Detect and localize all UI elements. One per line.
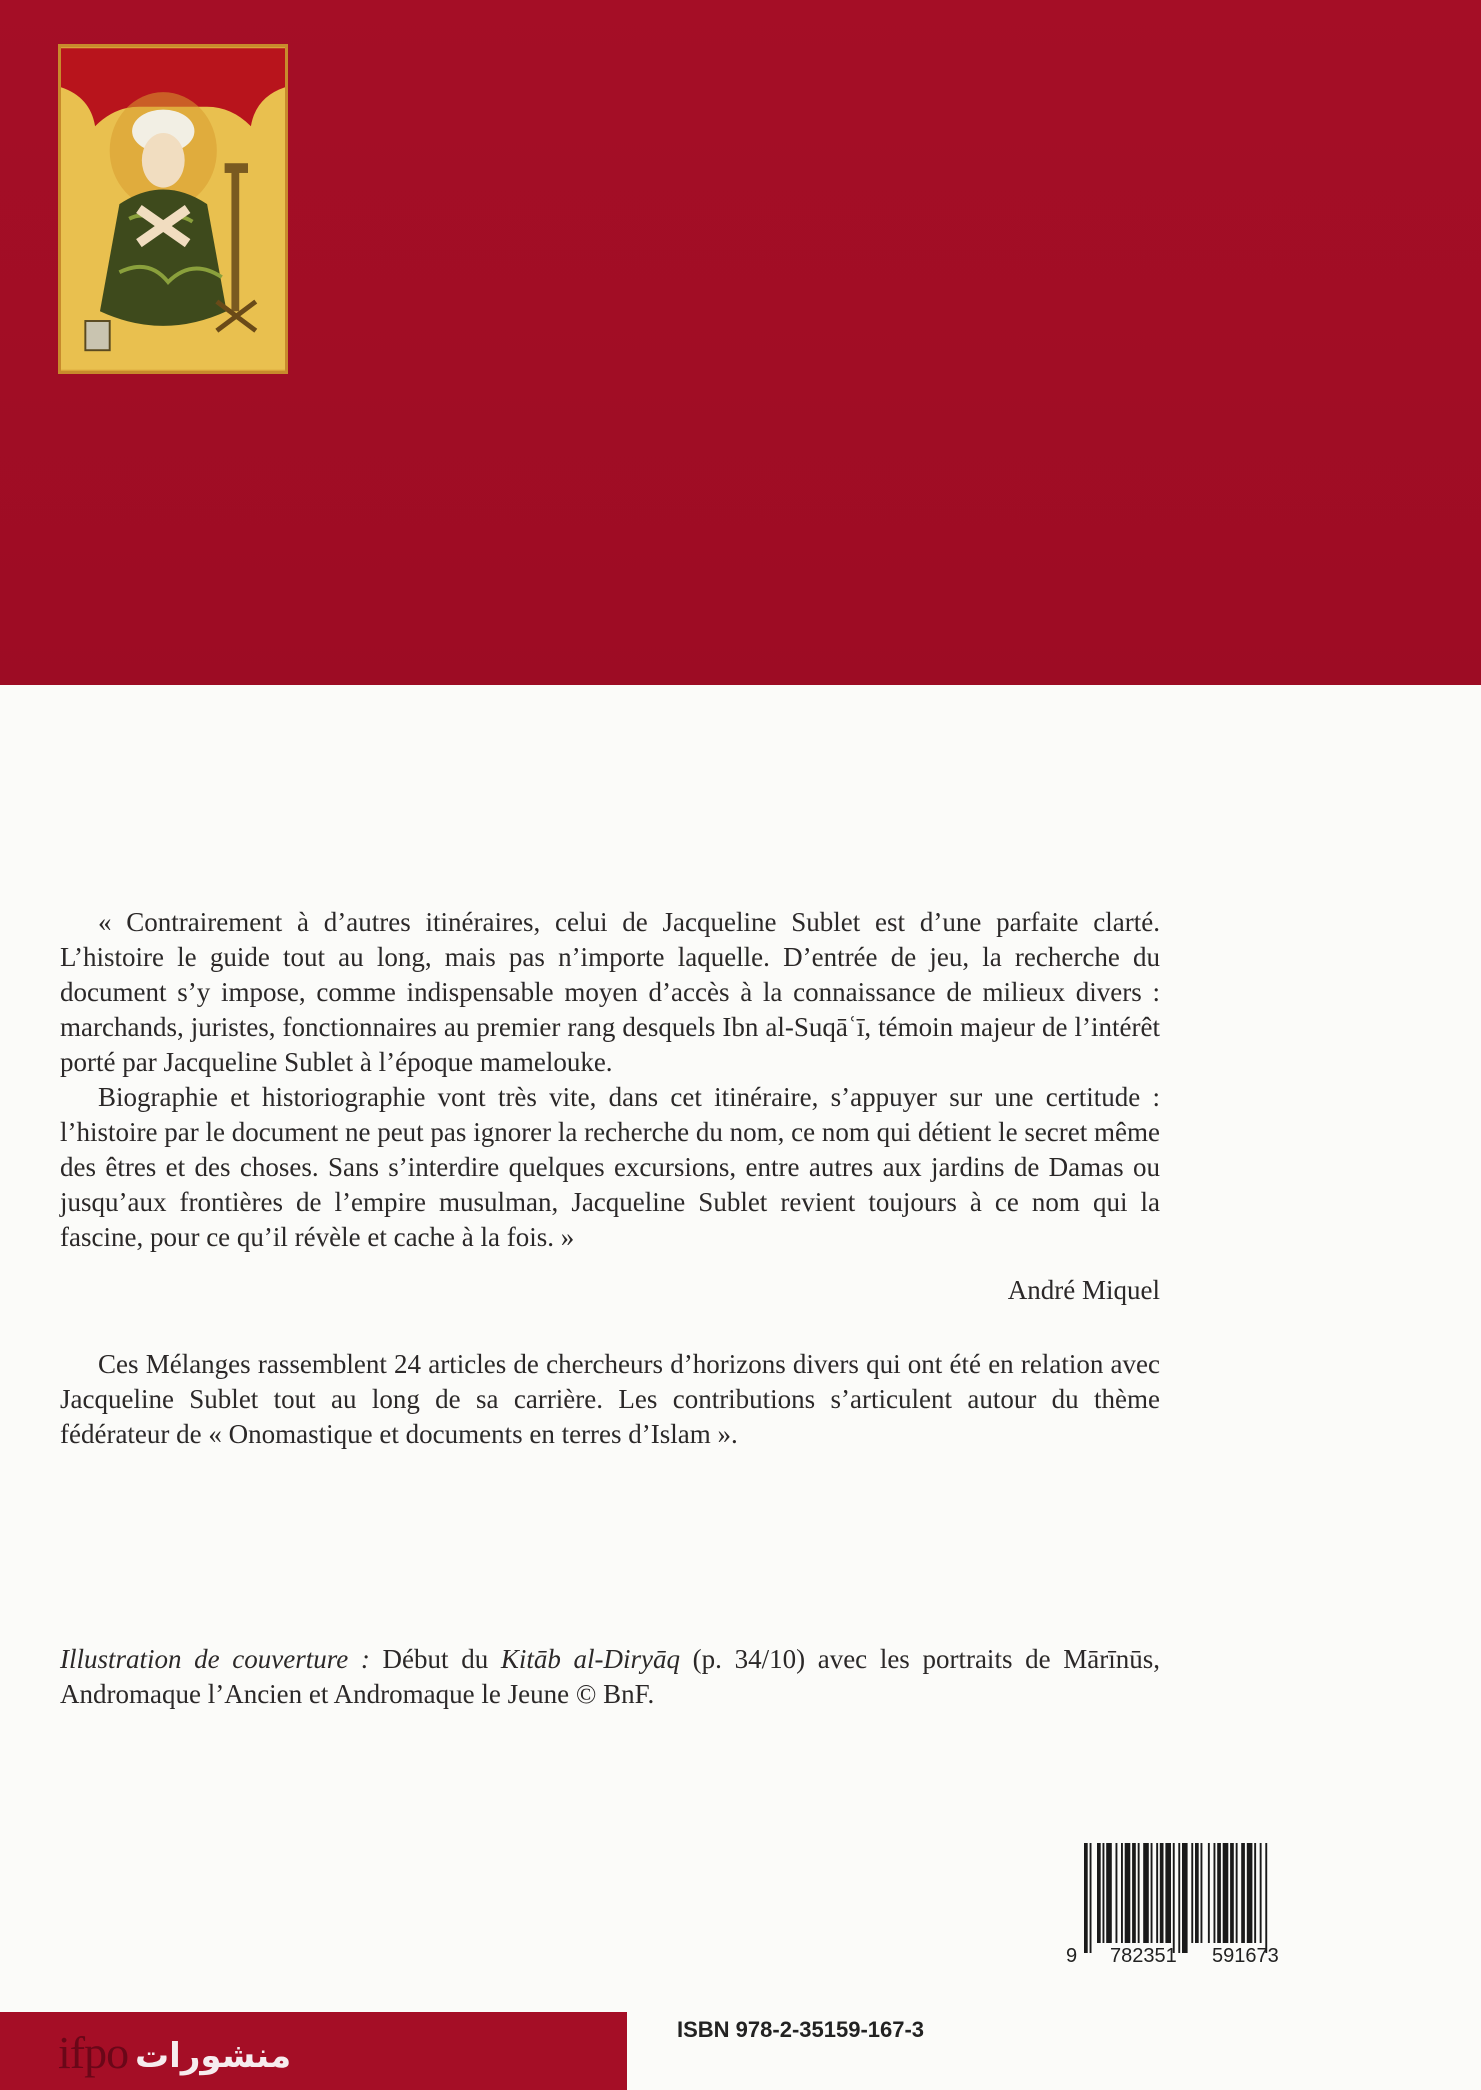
barcode-digits <box>1062 1945 1312 1975</box>
barcode-bar <box>1208 1843 1210 1943</box>
ifpo-logo: ifpo <box>58 2027 129 2078</box>
publisher-arabic-label: منشورات <box>135 2036 292 2076</box>
barcode-bar <box>1201 1843 1203 1943</box>
barcode-bar <box>1173 1843 1175 1953</box>
barcode-bar <box>1230 1843 1234 1943</box>
barcode-group-left: 782351 <box>1110 1945 1177 1967</box>
barcode-bar <box>1254 1843 1256 1943</box>
quote-paragraph-2: Biographie et historiographie vont très vite, dans cet itinéraire, s’appuyer sur une certitude : l’histoire par le document ne peut pas ignorer la recherche du nom, ce nom qui détient le secret même des êtres et des choses. Sans s’interdire quelques excursions, entre autres aux jardins de Damas ou jusqu’aux frontières de l’empire musulman, Jacqueline Sublet revient toujours à ce nom qui la fascine, pour ce qu’il révèle et cache à la fois. » <box>60 1082 1160 1252</box>
barcode-bar <box>1236 1843 1238 1943</box>
barcode-digit-first: 9 <box>1066 1945 1078 1967</box>
summary-paragraph: Ces Mélanges rassemblent 24 articles de chercheurs d’horizons divers qui ont été en relation avec Jacqueline Sublet tout au long de sa carrière. Les contributions s’articulent autour du thème fédérateur de « Onomastique et documents en terres d’Islam ». <box>60 1349 1160 1449</box>
barcode-bar <box>1241 1843 1245 1943</box>
barcode-bar <box>1178 1843 1180 1953</box>
barcode-bar <box>1165 1843 1171 1943</box>
barcode-bar <box>1121 1843 1123 1943</box>
barcode-bar <box>1265 1843 1267 1953</box>
barcode-bar <box>1260 1843 1262 1943</box>
quote-author: André Miquel <box>1007 1275 1160 1305</box>
barcode-bar <box>1103 1843 1105 1943</box>
barcode-bar <box>1116 1843 1118 1943</box>
barcode-bar <box>1223 1843 1229 1943</box>
barcode-bar <box>1156 1843 1158 1943</box>
barcode-bar <box>1143 1843 1149 1943</box>
barcode-bar <box>1090 1843 1092 1953</box>
barcode-bar <box>1182 1843 1188 1953</box>
barcode-bar <box>1138 1843 1140 1943</box>
isbn-barcode <box>1062 1843 1312 1953</box>
isbn-number: ISBN 978-2-35159-167-3 <box>677 2017 925 2042</box>
barcode-bar <box>1151 1843 1153 1943</box>
review-quote <box>60 905 1160 1255</box>
cover-illustration-credit <box>60 1642 1160 1712</box>
barcode-bar <box>1191 1843 1193 1943</box>
barcode-bar <box>1247 1843 1253 1943</box>
barcode-bar <box>1160 1843 1164 1943</box>
barcode-bar <box>1217 1843 1221 1943</box>
barcode-bar <box>1084 1843 1088 1953</box>
barcode-bar <box>1132 1843 1136 1943</box>
barcode-bar <box>1097 1843 1101 1943</box>
barcode-bar <box>1125 1843 1131 1943</box>
credit-text-after: (p. 34/10) avec les portraits de Mārīnūs, Andromaque l’Ancien et Andromaque le Jeune © BnF. <box>60 1644 1160 1709</box>
credit-label: Illustration de couverture : <box>60 1644 370 1674</box>
credit-title: Kitāb al-Diryāq <box>500 1644 681 1674</box>
book-summary <box>60 1347 1160 1452</box>
barcode-group-right: 591673 <box>1212 1945 1279 1967</box>
barcode-bar <box>1214 1843 1216 1943</box>
quote-paragraph-1: « Contrairement à d’autres itinéraires, celui de Jacqueline Sublet est d’une parfaite clarté. L’histoire le guide tout au long, mais pas n’importe laquelle. D’entrée de jeu, la recherche du document s’y impose, comme indispensable moyen d’accès à la connaissance de milieux divers : marchands, juristes, fonctionnaires au premier rang desquels Ibn al-Suqāʿī, témoin majeur de l’intérêt porté par Jacqueline Sublet à l’époque mamelouke. <box>60 907 1160 1077</box>
barcode-bar <box>1106 1843 1112 1943</box>
credit-text-before: Début du <box>369 1644 501 1674</box>
barcode-bar <box>1195 1843 1199 1943</box>
cover-miniature-illustration <box>58 44 288 374</box>
